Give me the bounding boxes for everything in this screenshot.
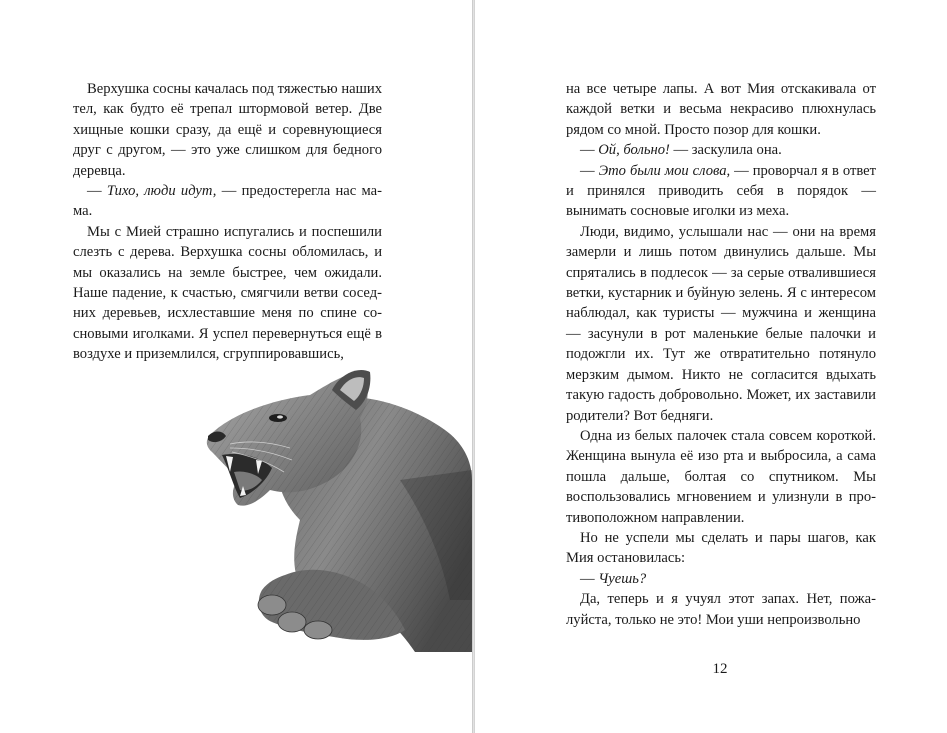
snarling-cougar-illustration (200, 360, 472, 652)
text-run: — (580, 162, 599, 179)
text-run: — предостерегла нас мама. (73, 183, 383, 220)
text-run: Но не успели мы сделать и пары шагов, как Мия остановилась: (566, 529, 876, 567)
paragraph (566, 140, 876, 160)
text-run: Да, теперь и я учуял этот запах. Нет, пожалуйста, только не это! Мои уши непроизвольно (566, 591, 876, 628)
text-run: — проворчал я в ответ и принялся приводить себя в порядок — вынимать сосновые иголки из меха. (566, 162, 877, 220)
italic-dialogue: Тихо, люди идут, (106, 183, 217, 200)
paragraph (566, 589, 876, 630)
text-run: Одна из белых палочек стала совсем короткой. Женщина вынула её изо рта и выбросила, а сама пошла дальше, болтая со спутником. Мы воспользовались мгновением и улизнули в противоположном направлении. (566, 427, 876, 526)
paragraph (566, 79, 876, 140)
text-run: — заскулила она. (669, 142, 782, 159)
left-page (0, 0, 472, 733)
text-run: на все четыре лапы. А вот Мия отскакивала от каждой ветки и весьма некрасиво плюхнулась рядом со мной. Просто позор для кошки. (566, 81, 876, 138)
paragraph (566, 528, 876, 569)
text-run: — (580, 570, 599, 587)
italic-dialogue: Ой, больно! (598, 142, 670, 159)
italic-dialogue: Это были мои слова, (598, 162, 731, 179)
text-run: — (580, 142, 599, 159)
italic-dialogue: Чуешь? (598, 570, 647, 587)
paragraph (566, 222, 876, 426)
text-run: Люди, видимо, услышали нас — они на время замерли и лишь потом двинулись дальше. Мы спрятались в подлесок — за серые отвалившиеся ветки, кустарник и буйную зелень. Я с интересом наблюдал, как туристы — мужчина и женщина — засунули в рот маленькие белые палочки и подожгли их. Тут же отвратительно потянуло мерзким дымом. Никто не согласится вдыхать такую гадость добровольно. Может, их заставили родители? Вот бедняги. (566, 223, 876, 424)
text-run: Мы с Мией страшно испугались и поспешили слезть с дерева. Верхушка сосны обломилась, и мы оказались на земле быстрее, чем ожидали. Наше падение, к счастью, смягчили ветви соседних деревьев, исхлеставшие меня по спине сосновыми иголками. Я успел перевернуться ещё в воздухе и приземлился, сгруппировавшись, (73, 223, 382, 363)
left-page-text (73, 79, 382, 365)
right-page-text (566, 79, 876, 630)
paragraph (566, 569, 876, 589)
paragraph (566, 426, 876, 528)
paragraph (73, 181, 382, 222)
paragraph (566, 161, 876, 222)
paragraph (73, 222, 382, 365)
page-number: 12 (712, 661, 728, 677)
text-run: Верхушка сосны качалась под тяжестью наших тел, как будто её трепал штормовой ветер. Две хищные кошки сразу, да ещё и соревнующиеся друг с другом, — это уже слишком для бедного деревца. (73, 81, 382, 179)
paragraph (73, 79, 382, 181)
text-run: — (87, 183, 107, 200)
